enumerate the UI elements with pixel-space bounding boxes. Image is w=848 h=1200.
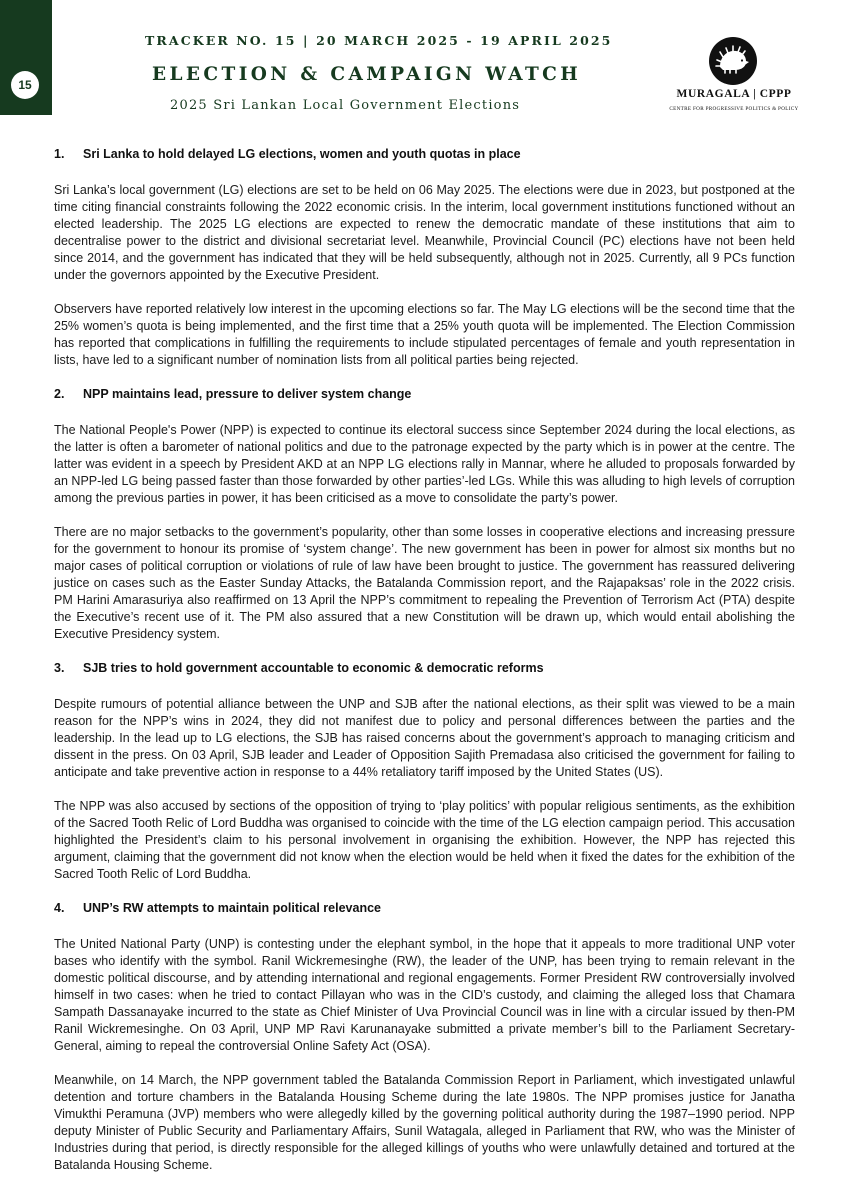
paragraph: The United National Party (UNP) is contesting under the elephant symbol, in the hope that it appeals to more traditional UNP voter bases who identify with the symbol. Ranil Wickremesinghe (RW), the leader of the UNP, has been trying to remain relevant in the domestic political discourse, and by attending international and regional engagements. Former President RW controversially involved himself in two cases: when he tried to contact Pillayan who was in the CID’s custody, and claiming the alleged loss that Chamara Sampath Dassanayake incurred to the state as Chief Minister of Uva Provincial Council was in line with a circular issued by then-PM Ranil Wickremesinghe. On 03 April, UNP MP Ravi Karunanayake submitted a private member’s bill to the Parliament Secretary-General, aiming to repeal the controversial Online Safety Act (OSA). <box>54 937 795 1053</box>
page-subtitle: 2025 Sri Lankan Local Government Elections <box>170 98 521 113</box>
tracker-line: TRACKER NO. 15 | 20 MARCH 2025 - 19 APRIL 2025 <box>145 33 613 48</box>
section-number: 2. <box>54 387 65 401</box>
section-title: UNP’s RW attempts to maintain political relevance <box>83 901 381 915</box>
section-number: 1. <box>54 147 65 161</box>
muragala-logo-icon <box>709 37 757 85</box>
article-body <box>54 146 795 1191</box>
hedgehog-icon <box>709 37 757 85</box>
section-2 <box>54 386 795 643</box>
section-1 <box>54 146 795 369</box>
section-4 <box>54 900 795 1174</box>
section-number: 3. <box>54 661 65 675</box>
logo-tagline: CENTRE FOR PROGRESSIVE POLITICS & POLICY <box>669 106 799 112</box>
logo-wordmark: MURAGALA | CPPP <box>676 88 792 100</box>
paragraph: Sri Lanka’s local government (LG) elections are set to be held on 06 May 2025. The elections were due in 2023, but postponed at the time citing financial constraints following the 2022 economic crisis. In the interim, local government institutions functioned without an elected leadership. The 2025 LG elections are expected to renew the democratic mandate of these institutions that aim to decentralise power to the district and divisional secretariat level. Meanwhile, Provincial Council (PC) elections have not been held since 2014, and the government has indicated that they will be held subsequently, although not in 2025. Currently, all 9 PCs function under the governors appointed by the Executive President. <box>54 183 795 282</box>
page-number-badge: 15 <box>11 71 39 99</box>
section-heading <box>54 660 795 677</box>
section-3 <box>54 660 795 883</box>
paragraph: The NPP was also accused by sections of the opposition of trying to ‘play politics’ with popular religious sentiments, as the exhibition of the Sacred Tooth Relic of Lord Buddha was organised to coincide with the time of the LG election campaign period. This accusation highlighted the President’s claim to his personal involvement in organising the exhibition. However, the NPP has rejected this argument, claiming that the government did not know when the election would be held when it fixed the dates for the exhibition of the Sacred Tooth Relic of Lord Buddha. <box>54 799 795 881</box>
section-title: NPP maintains lead, pressure to deliver system change <box>83 387 412 401</box>
paragraph: Despite rumours of potential alliance between the UNP and SJB after the national elections, as their split was viewed to be a main reason for the NPP’s wins in 2024, they did not manifest due to policy and personal differences between the parties and the leadership. In the lead up to LG elections, the SJB has raised concerns about the government’s approach to managing criticism and dissent in the press. On 03 April, SJB leader and Leader of Opposition Sajith Premadasa also criticised the government for failing to anticipate and take preventive action in response to a 44% retaliatory tariff imposed by the United States (US). <box>54 697 795 779</box>
section-heading <box>54 146 795 163</box>
paragraph: There are no major setbacks to the government’s popularity, other than some losses in cooperative elections and increasing pressure for the government to honour its promise of ‘system change’. The new government has been in power for almost six months but no major cases of political corruption or violations of rule of law have been brought to justice. The government has reassured delivering justice on cases such as the Easter Sunday Attacks, the Batalanda Commission report, and the Rajapaksas’ role in the 2022 crisis. PM Harini Amarasuriya also reaffirmed on 13 April the NPP’s commitment to repealing the Prevention of Terrorism Act (PTA) despite the Executive’s recent use of it. The PM also assured that a new Constitution will be drawn up, which would entail abolishing the Executive Presidency system. <box>54 525 795 641</box>
section-title: SJB tries to hold government accountable to economic & democratic reforms <box>83 661 544 675</box>
section-heading <box>54 386 795 403</box>
section-heading <box>54 900 795 917</box>
paragraph: The National People's Power (NPP) is expected to continue its electoral success since September 2024 during the local elections, as the latter is often a barometer of national politics and due to the patronage expected by the party which is in power at the centre. The latter was evident in a speech by President AKD at an NPP LG elections rally in Mannar, where he alluded to proposals forwarded by an NPP-led LG being passed faster than those forwarded by other parties’-led LGs. While this was alluding to high levels of corruption among the previous parties in power, it has been criticised as a move to consolidate the party’s power. <box>54 423 795 505</box>
page-title: ELECTION & CAMPAIGN WATCH <box>152 64 582 85</box>
paragraph: Observers have reported relatively low interest in the upcoming elections so far. The May LG elections will be the second time that the 25% women’s quota is being implemented, and the first time that a 25% youth quota will be implemented. The Election Commission has reported that complications in fulfilling the requirements to include stipulated percentages of female and youth representation in lists, have led to a significant number of nomination lists from all political parties being rejected. <box>54 302 795 367</box>
section-title: Sri Lanka to hold delayed LG elections, women and youth quotas in place <box>83 147 521 161</box>
section-number: 4. <box>54 901 65 915</box>
paragraph: Meanwhile, on 14 March, the NPP government tabled the Batalanda Commission Report in Parliament, which investigated unlawful detention and torture chambers in the Batalanda Housing Scheme during the late 1980s. The NPP promises justice for Janatha Vimukthi Peramuna (JVP) members who were allegedly killed by the governing political authority during the 1987–1990 period. NPP deputy Minister of Public Security and Parliamentary Affairs, Sunil Watagala, alleged in Parliament that RW, who was the Minister of Industries during that period, is directly responsible for the alleged killings of youths who were unlawfully detained and tortured at the Batalanda Housing Scheme. <box>54 1073 795 1172</box>
